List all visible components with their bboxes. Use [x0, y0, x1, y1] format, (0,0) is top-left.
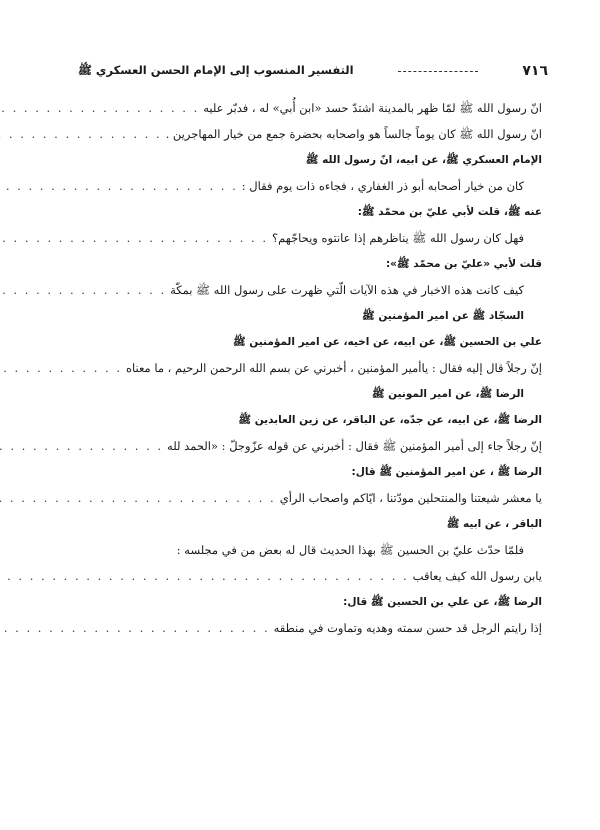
- dot-leader: [0, 618, 274, 638]
- dot-leader: [0, 228, 272, 248]
- narrator-heading: الرضا ﷺ ، عن امير المؤمنين ﷺ قال:: [351, 466, 542, 478]
- entry-line: فلمّا حدّث عليّ بن الحسين ﷺ بهذا الحديث قال له بعض من في مجلسه :: [176, 543, 524, 557]
- entry-text: إنّ رجلاً قال إليه فقال : ياأمير المؤمنين ، أخبرني عن بسم الله الرحمن الرحيم ، ما معناه: [126, 361, 542, 375]
- narrator-heading: الرضا ﷺ، عن علي بن الحسين ﷺ قال:: [343, 596, 542, 608]
- narrator-heading: الرضا ﷺ، عن امير المونين ﷺ: [371, 388, 524, 400]
- narrator-heading: الباقر ، عن ابيه ﷺ: [446, 518, 542, 530]
- index-entry: [60, 176, 542, 196]
- entry-text: إذا رايتم الرجل قد حسن سمته وهديه وتماوت في منطقه: [273, 621, 542, 635]
- narrator-heading: السجّاد ﷺ عن امير المؤمنين ﷺ: [362, 310, 524, 322]
- dot-leader: [0, 124, 166, 144]
- dot-leader: [0, 436, 167, 456]
- index-entry: [60, 124, 542, 144]
- dot-leader: [0, 280, 170, 300]
- header-divider: [398, 71, 478, 72]
- dot-leader: [0, 488, 280, 508]
- index-entry: [60, 436, 542, 456]
- index-entry: [60, 566, 542, 586]
- dot-leader: [0, 98, 203, 118]
- entry-text: يابن رسول الله كيف يعاقب: [412, 569, 542, 583]
- running-title: التفسير المنسوب إلى الإمام الحسن العسكري ﷺ: [78, 62, 354, 77]
- dot-leader: [0, 176, 242, 196]
- narrator-heading: علي بن الحسين ﷺ، عن ابيه، عن اخيه، عن امير المؤمنين ﷺ: [232, 336, 542, 348]
- narrator-heading: الإمام العسكري ﷺ، عن ابيه، انّ رسول الله ﷺ: [305, 154, 542, 166]
- narrator-heading: عنه ﷺ، قلت لأبي عليّ بن محمّد ﷺ:: [357, 206, 542, 218]
- entry-text: إنّ رجلاً جاء إلى أمير المؤمنين ﷺ فقال : أخبرني عن قوله عزّوجلّ : «الحمد لله: [167, 439, 542, 453]
- index-entry: [60, 98, 542, 118]
- entry-text: انّ رسول الله ﷺ كان يوماً جالساً هو واصحابه بحضرة جمع من خيار المهاجرين .: [165, 127, 542, 141]
- index-entry: [60, 358, 542, 378]
- entry-text: يا معشر شيعتنا والمنتحلين مودّتنا ، ايّاكم واصحاب الرأي: [279, 491, 542, 505]
- index-entry: [60, 228, 542, 248]
- dot-leader: [0, 566, 413, 586]
- entry-text: كان من خيار أصحابه أبو ذر الغفاري ، فجاءه ذات يوم فقال :: [241, 179, 524, 193]
- entry-text: كيف كانت هذه الاخبار في هذه الآيات الّتي ظهرت على رسول الله ﷺ بمكّة: [170, 283, 524, 297]
- narrator-heading: الرضا ﷺ، عن ابيه، عن جدّه، عن الباقر، عن زين العابدين ﷺ: [238, 414, 542, 426]
- entry-text: انّ رسول الله ﷺ لمّا ظهر بالمدينة اشتدّ حسد «ابن أُبي» له ، فدبّر عليه: [203, 101, 542, 115]
- index-entry: [60, 488, 542, 508]
- entry-text: فهل كان رسول الله ﷺ يناظرهم إذا عانتوه ويحاجّهم؟: [272, 231, 524, 245]
- index-entry: [60, 618, 542, 638]
- dot-leader: [0, 358, 126, 378]
- narrator-heading: قلت لأبي «عليّ بن محمّد ﷺ»:: [385, 258, 542, 270]
- page-number: ٧١٦: [522, 63, 548, 79]
- index-entry: [60, 280, 542, 300]
- page-header: [78, 60, 548, 82]
